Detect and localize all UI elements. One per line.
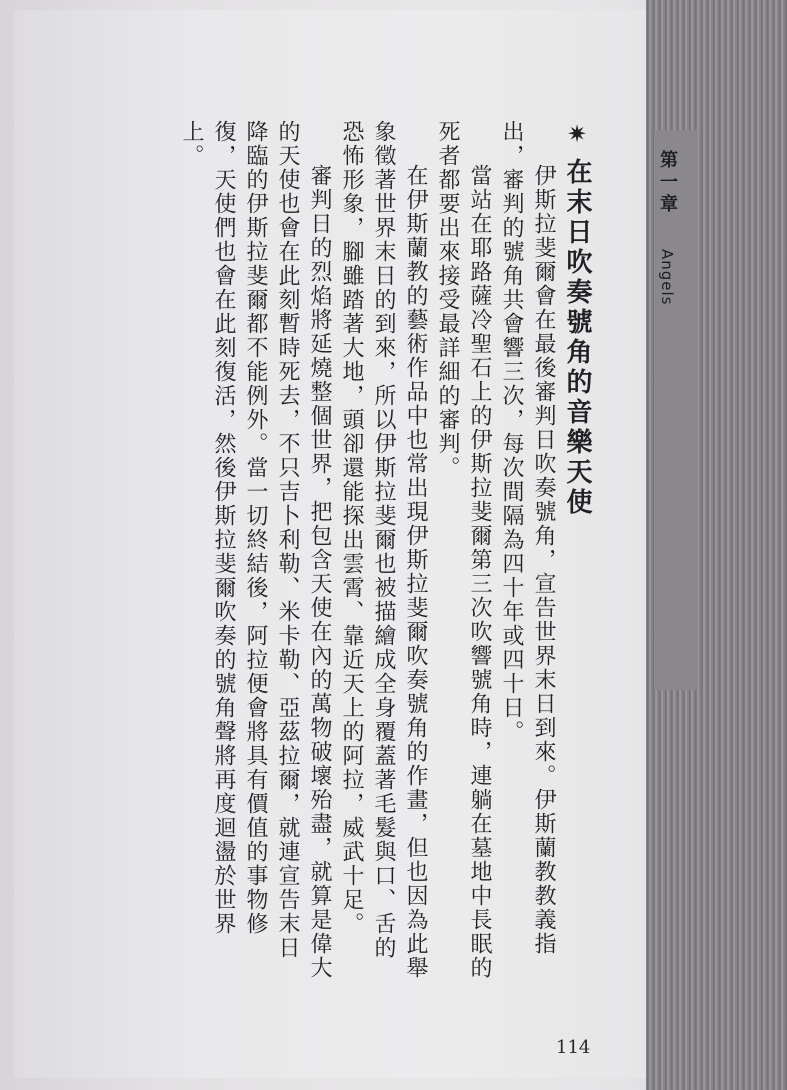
section-heading (559, 120, 595, 962)
chapter-topic: Angels (658, 249, 676, 306)
running-header (654, 150, 680, 306)
section-title: 在末日吹奏號角的音樂天使 (562, 158, 592, 518)
paragraph-2: 當站在耶路薩冷聖石上的伊斯拉斐爾第三次吹響號角時，連躺在墓地中長眠的死者都要出來接受最詳細的審判。 (435, 120, 492, 980)
paragraph-1: 伊斯拉斐爾會在最後審判日吹奏號角，宣告世界末日到來。伊斯蘭教教義指出，審判的號角共會響三次，每次間隔為四十年或四十日。 (499, 120, 556, 956)
paragraph-4: 審判日的烈焰將延燒整個世界，把包含天使在內的萬物破壞殆盡，就算是偉大的天使也會在此刻暫時死去，不只吉卜利勒、米卡勒、亞茲拉爾，就連宣告末日降臨的伊斯拉斐爾都不能例外。當一切終結後，阿拉便會將具有價值的事物修復，天使們也會在此刻復活，然後伊斯拉斐爾吹奏的號角聲將再度迴盪於世界上。 (179, 120, 332, 980)
chapter-label: 第一章 (657, 150, 678, 216)
page-number: 114 (556, 1037, 591, 1058)
paragraph-3: 在伊斯蘭教的藝術作品中也常出現伊斯拉斐爾吹奏號角的作畫，但也因為此舉象徵著世界末日的到來，所以伊斯拉斐爾也被描繪成全身覆蓋著毛髮與口、舌的恐怖形象，腳雖踏著大地，頭卻還能探出雲霄、靠近天上的阿拉，威武十足。 (339, 120, 428, 980)
vertical-text-block (165, 120, 595, 980)
star-icon: ✷ (563, 120, 591, 152)
